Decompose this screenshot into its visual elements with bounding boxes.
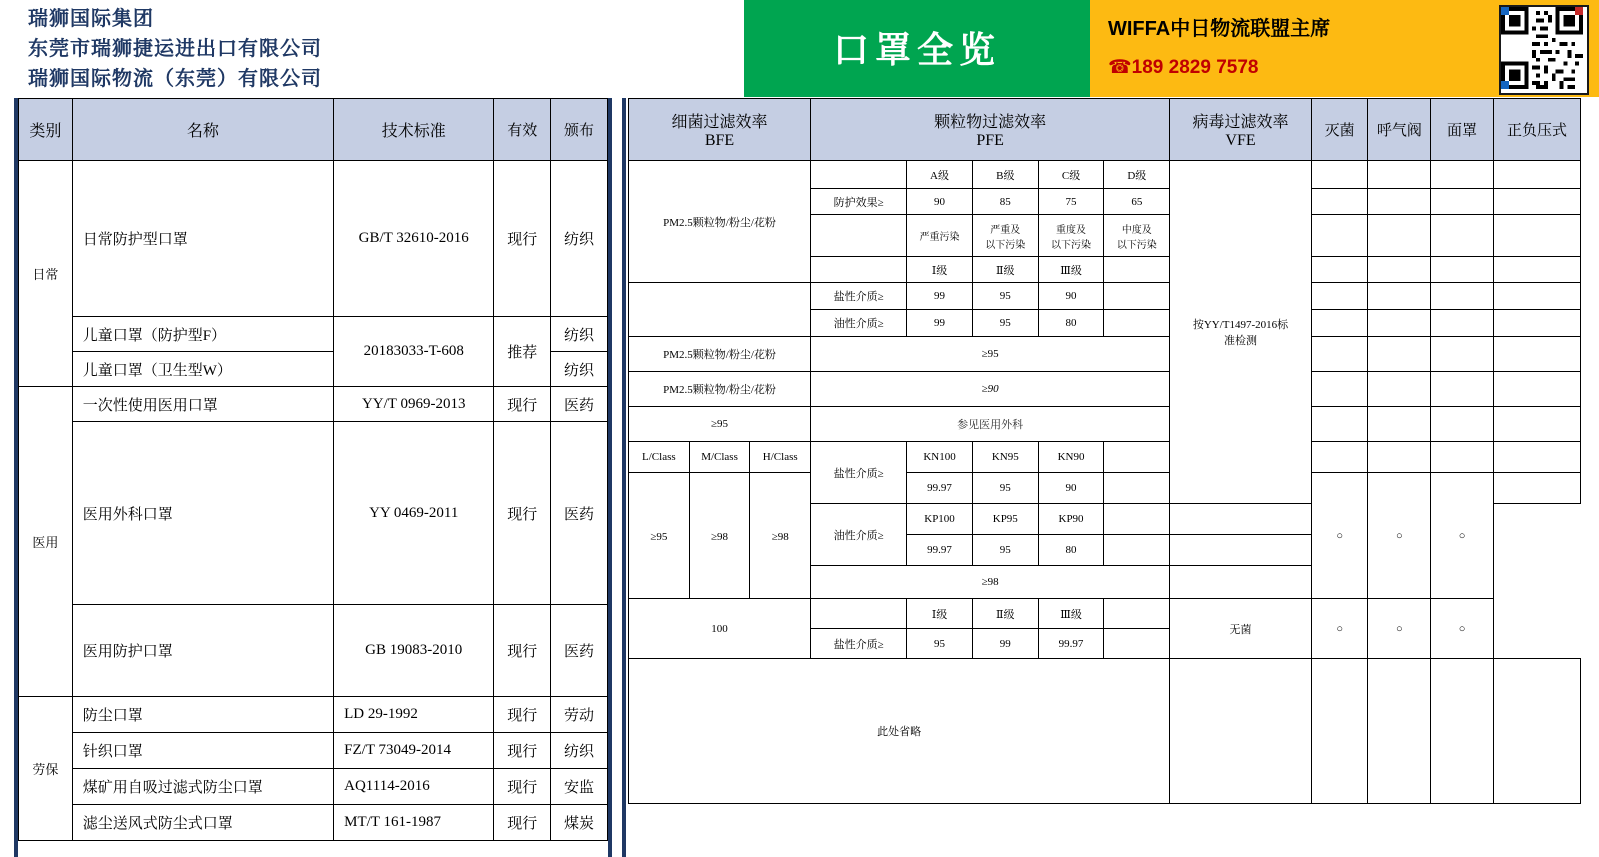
surgical-facepiece-mark: ○	[1431, 473, 1494, 599]
empty-cell	[811, 599, 907, 629]
mask-issuer: 纺织	[551, 352, 608, 387]
protective-level-2: Ⅱ级	[972, 599, 1038, 629]
salt-value-1: 99	[907, 283, 973, 310]
mask-standards-sheet	[0, 98, 1599, 857]
col-header-valid: 有效	[494, 99, 551, 161]
pm-label-child-w: PM2.5颗粒物/粉尘/花粉	[629, 372, 811, 407]
facepiece-cell	[1431, 215, 1494, 257]
col-header-vfe	[1170, 99, 1312, 161]
mask-valid: 现行	[494, 387, 551, 422]
surgical-total: ≥98	[811, 566, 1170, 599]
mask-valid: 现行	[494, 697, 551, 733]
pressure-cell	[1493, 257, 1580, 283]
level-3: Ⅲ级	[1038, 257, 1104, 283]
empty-cell	[811, 161, 907, 189]
valve-cell	[1368, 442, 1431, 473]
left-header-row	[19, 99, 608, 161]
oil-value-3: 80	[1038, 310, 1104, 337]
pollution-a	[907, 215, 973, 257]
facepiece-cell	[1431, 310, 1494, 337]
mask-name: 针织口罩	[72, 733, 333, 769]
valve-cell	[1368, 337, 1431, 372]
oil-grade-kp90: KP90	[1038, 504, 1104, 535]
mask-name: 煤矿用自吸过滤式防尘口罩	[72, 769, 333, 805]
pollution-b	[972, 215, 1038, 257]
mask-issuer: 医药	[551, 422, 608, 605]
alliance-banner	[1090, 0, 1599, 97]
class-l: L/Class	[629, 442, 690, 473]
mask-name: 滤尘送风式防尘式口罩	[72, 805, 333, 841]
class-value-h-wrap	[750, 473, 811, 599]
valve-cell	[1368, 257, 1431, 283]
facepiece-cell	[1431, 442, 1494, 473]
table-row	[629, 161, 1581, 189]
table-row	[629, 283, 1581, 310]
pressure-cell	[1493, 310, 1580, 337]
mask-standard: MT/T 161-1987	[334, 805, 494, 841]
bfe-line2: BFE	[704, 132, 735, 149]
valve-cell	[1368, 161, 1431, 189]
company-line-3: 瑞狮国际物流（东莞）有限公司	[28, 68, 322, 90]
protective-salt-1: 95	[907, 629, 973, 659]
mask-category-table	[18, 98, 608, 841]
mask-valid: 现行	[494, 733, 551, 769]
col-header-issuer: 颁布	[551, 99, 608, 161]
surgical-sterilize-mark: ○	[1311, 473, 1368, 599]
pm-label-daily: PM2.5颗粒物/粉尘/花粉	[629, 161, 811, 283]
mask-name: 儿童口罩（防护型F）	[72, 317, 333, 352]
divider-middle-a	[608, 98, 612, 857]
divider-left	[14, 98, 18, 857]
sterilize-cell	[1311, 372, 1368, 407]
mask-valid: 现行	[494, 605, 551, 697]
mask-name: 一次性使用医用口罩	[72, 387, 333, 422]
empty-cell	[1170, 659, 1312, 804]
phone-number: ☎189 2829 7578	[1108, 57, 1259, 78]
mask-issuer: 劳动	[551, 697, 608, 733]
mask-valid: 现行	[494, 161, 551, 317]
mask-name: 日常防护型口罩	[72, 161, 333, 317]
col-header-name: 名称	[72, 99, 333, 161]
bfe-line1: 细菌过滤效率	[671, 114, 768, 131]
salt-label-surgical: 盐性介质≥	[811, 442, 907, 504]
oil-value-2: 95	[972, 310, 1038, 337]
col-header-facepiece: 面罩	[1431, 99, 1494, 161]
salt-value-kn90: 90	[1038, 473, 1104, 504]
salt-grade-kn95: KN95	[972, 442, 1038, 473]
table-row	[19, 422, 608, 605]
col-header-sterilize: 灭菌	[1311, 99, 1368, 161]
level-1: Ⅰ级	[907, 257, 973, 283]
protective-valve-mark: ○	[1311, 599, 1368, 659]
pollution-c	[1038, 215, 1104, 257]
pressure-cell	[1170, 535, 1312, 566]
protect-effect-label: 防护效果≥	[811, 189, 907, 215]
oil-value-kp90: 80	[1038, 535, 1104, 566]
mask-issuer: 纺织	[551, 317, 608, 352]
pollution-b-l1: 严重及	[990, 224, 1021, 236]
table-row	[19, 317, 608, 352]
empty-cell	[1104, 473, 1170, 504]
table-row	[629, 372, 1581, 407]
sterilize-cell	[1311, 659, 1368, 804]
filtration-efficiency-table	[628, 98, 1581, 804]
mask-standard: LD 29-1992	[334, 697, 494, 733]
pressure-cell	[1493, 161, 1580, 189]
pressure-cell	[1493, 659, 1580, 804]
empty-cell	[1104, 257, 1170, 283]
pollution-d	[1104, 215, 1170, 257]
protective-level-1: Ⅰ级	[907, 599, 973, 629]
pollution-d-l1: 中度及	[1121, 224, 1152, 236]
mask-standard: GB 19083-2010	[334, 605, 494, 697]
mask-issuer: 煤炭	[551, 805, 608, 841]
mask-issuer: 纺织	[551, 161, 608, 317]
pm-value-child-f: ≥95	[811, 337, 1170, 372]
col-header-pfe	[811, 99, 1170, 161]
sterilize-cell	[1311, 337, 1368, 372]
pfe-line2: PFE	[976, 132, 1004, 149]
table-row	[629, 442, 1581, 473]
vfe-line2: VFE	[1225, 132, 1256, 149]
salt-value-3: 90	[1038, 283, 1104, 310]
sterilize-cell	[1311, 257, 1368, 283]
mask-name: 儿童口罩（卫生型W）	[72, 352, 333, 387]
empty-cell	[1104, 629, 1170, 659]
oil-grade-kp100: KP100	[907, 504, 973, 535]
oil-label-daily: 油性介质≥	[811, 310, 907, 337]
protective-pressure-mark: ○	[1431, 599, 1494, 659]
table-row	[629, 407, 1581, 442]
pfe-line1: 颗粒物过滤效率	[934, 114, 1047, 131]
valve-cell	[1368, 189, 1431, 215]
empty-cell	[1104, 599, 1170, 629]
protect-value-b: 85	[972, 189, 1038, 215]
table-row	[19, 697, 608, 733]
sterilize-cell	[1311, 215, 1368, 257]
facepiece-cell	[1431, 372, 1494, 407]
vfe-note-line2: 准检测	[1224, 335, 1258, 347]
mask-valid: 推荐	[494, 317, 551, 387]
empty-cell	[1104, 283, 1170, 310]
table-row	[629, 337, 1581, 372]
grade-d: D级	[1104, 161, 1170, 189]
protective-salt-3: 99.97	[1038, 629, 1104, 659]
protective-facepiece-mark: ○	[1368, 599, 1431, 659]
salt-label-protective: 盐性介质≥	[811, 629, 907, 659]
oil-value-kp95: 95	[972, 535, 1038, 566]
valve-cell	[1368, 215, 1431, 257]
table-row	[629, 659, 1581, 804]
protective-level-3: Ⅲ级	[1038, 599, 1104, 629]
bfe-protective: 100	[629, 599, 811, 659]
oil-value-kp100: 99.97	[907, 535, 973, 566]
col-header-bfe	[629, 99, 811, 161]
salt-label-daily: 盐性介质≥	[811, 283, 907, 310]
mask-standard: YY/T 0969-2013	[334, 387, 494, 422]
pressure-cell	[1493, 189, 1580, 215]
pfe-disposable: 参见医用外科	[811, 407, 1170, 442]
grade-a: A级	[907, 161, 973, 189]
title-badge	[744, 0, 1090, 97]
pollution-a-l1: 严重污染	[919, 232, 960, 243]
mask-name: 医用外科口罩	[72, 422, 333, 605]
protective-salt-2: 99	[972, 629, 1038, 659]
valve-cell	[1368, 407, 1431, 442]
valve-cell	[1368, 372, 1431, 407]
mask-name: 防尘口罩	[72, 697, 333, 733]
salt-value-2: 95	[972, 283, 1038, 310]
left-table-block	[18, 98, 608, 841]
category-daily: 日常	[19, 161, 73, 387]
class-m: M/Class	[689, 442, 750, 473]
company-line-2: 东莞市瑞狮捷运进出口有限公司	[28, 38, 322, 60]
empty-cell	[1104, 442, 1170, 473]
pressure-cell	[1493, 372, 1580, 407]
grade-c: C级	[1038, 161, 1104, 189]
facepiece-cell	[1431, 283, 1494, 310]
pressure-cell	[1493, 283, 1580, 310]
facepiece-cell	[1431, 257, 1494, 283]
title-badge-text: 口罩全览	[832, 30, 1001, 70]
mask-name: 医用防护口罩	[72, 605, 333, 697]
surgical-valve-mark: ○	[1368, 473, 1431, 599]
mask-issuer: 医药	[551, 605, 608, 697]
category-medical: 医用	[19, 387, 73, 697]
pressure-cell	[1170, 504, 1312, 535]
facepiece-cell	[1431, 407, 1494, 442]
class-h: H/Class	[750, 442, 811, 473]
table-row	[19, 805, 608, 841]
empty-cell	[811, 257, 907, 283]
grade-b: B级	[972, 161, 1038, 189]
protect-value-d: 65	[1104, 189, 1170, 215]
empty-cell	[1104, 535, 1170, 566]
facepiece-cell	[1431, 337, 1494, 372]
pm-value-child-w: ≥90	[811, 372, 1170, 407]
mask-issuer: 医药	[551, 387, 608, 422]
pollution-d-l2: 以下污染	[1116, 239, 1157, 251]
facepiece-cell	[1431, 161, 1494, 189]
pressure-cell	[1493, 407, 1580, 442]
page-header	[0, 0, 1599, 98]
pollution-c-l1: 重度及	[1056, 224, 1087, 236]
table-row	[629, 473, 1581, 504]
right-header-row	[629, 99, 1581, 161]
vfe-note-line1: 按YY/T1497-2016标	[1192, 319, 1289, 331]
col-header-pressure: 正负压式	[1493, 99, 1580, 161]
pollution-c-l2: 以下污染	[1051, 239, 1092, 251]
category-labor: 劳保	[19, 697, 73, 841]
mask-standard: AQ1114-2016	[334, 769, 494, 805]
class-value-m: ≥98	[711, 530, 729, 543]
salt-grade-kn100: KN100	[907, 442, 973, 473]
company-line-1: 瑞狮国际集团	[28, 8, 154, 30]
mask-standard: FZ/T 73049-2014	[334, 733, 494, 769]
table-row	[19, 733, 608, 769]
pressure-cell	[1493, 215, 1580, 257]
salt-value-kn100: 99.97	[907, 473, 973, 504]
protect-value-c: 75	[1038, 189, 1104, 215]
sterilize-cell	[1311, 442, 1368, 473]
protective-sterilize-mark: 无菌	[1170, 599, 1312, 659]
table-row	[19, 605, 608, 697]
class-value-l: ≥95	[650, 530, 668, 543]
mask-standard: GB/T 32610-2016	[334, 161, 494, 317]
sterilize-cell	[1311, 407, 1368, 442]
mask-valid: 现行	[494, 769, 551, 805]
facepiece-cell	[1431, 189, 1494, 215]
company-names	[28, 4, 728, 94]
bfe-disposable: ≥95	[629, 407, 811, 442]
alliance-title: WIFFA中日物流联盟主席	[1108, 18, 1331, 40]
pressure-cell	[1493, 337, 1580, 372]
pollution-b-l2: 以下污染	[985, 239, 1026, 251]
valve-cell	[1368, 283, 1431, 310]
oil-label-surgical: 油性介质≥	[811, 504, 907, 566]
divider-middle-b	[622, 98, 626, 857]
salt-value-kn95: 95	[972, 473, 1038, 504]
qr-code-icon	[1499, 5, 1589, 95]
pressure-cell	[1493, 473, 1580, 504]
mask-issuer: 安监	[551, 769, 608, 805]
class-value-h: ≥98	[771, 530, 789, 543]
empty-cell	[629, 283, 811, 337]
empty-cell	[1104, 310, 1170, 337]
right-table-block	[628, 98, 1581, 804]
pm-label-child-f: PM2.5颗粒物/粉尘/花粉	[629, 337, 811, 372]
table-row	[19, 387, 608, 422]
table-row	[19, 161, 608, 317]
mask-valid: 现行	[494, 422, 551, 605]
col-header-category: 类别	[19, 99, 73, 161]
oil-grade-kp95: KP95	[972, 504, 1038, 535]
col-header-valve: 呼气阀	[1368, 99, 1431, 161]
mask-issuer: 纺织	[551, 733, 608, 769]
col-header-standard: 技术标准	[334, 99, 494, 161]
sterilize-cell	[1311, 161, 1368, 189]
table-row	[19, 769, 608, 805]
sterilize-cell	[1311, 283, 1368, 310]
valve-cell	[1368, 659, 1431, 804]
class-value-l-wrap	[629, 473, 690, 599]
omitted-note: 此处省略	[629, 659, 1170, 804]
level-2: Ⅱ级	[972, 257, 1038, 283]
pressure-cell	[1493, 442, 1580, 473]
facepiece-cell	[1431, 659, 1494, 804]
sterilize-cell	[1311, 189, 1368, 215]
empty-cell	[811, 215, 907, 257]
class-value-m-wrap	[689, 473, 750, 599]
pressure-cell	[1170, 566, 1312, 599]
valve-cell	[1368, 310, 1431, 337]
salt-grade-kn90: KN90	[1038, 442, 1104, 473]
empty-cell	[1104, 504, 1170, 535]
table-row	[629, 599, 1581, 629]
sterilize-cell	[1311, 310, 1368, 337]
mask-standard: YY 0469-2011	[334, 422, 494, 605]
mask-standard: 20183033-T-608	[334, 317, 494, 387]
vfe-note	[1170, 161, 1312, 504]
vfe-line1: 病毒过滤效率	[1192, 114, 1289, 131]
oil-value-1: 99	[907, 310, 973, 337]
protect-value-a: 90	[907, 189, 973, 215]
mask-valid: 现行	[494, 805, 551, 841]
